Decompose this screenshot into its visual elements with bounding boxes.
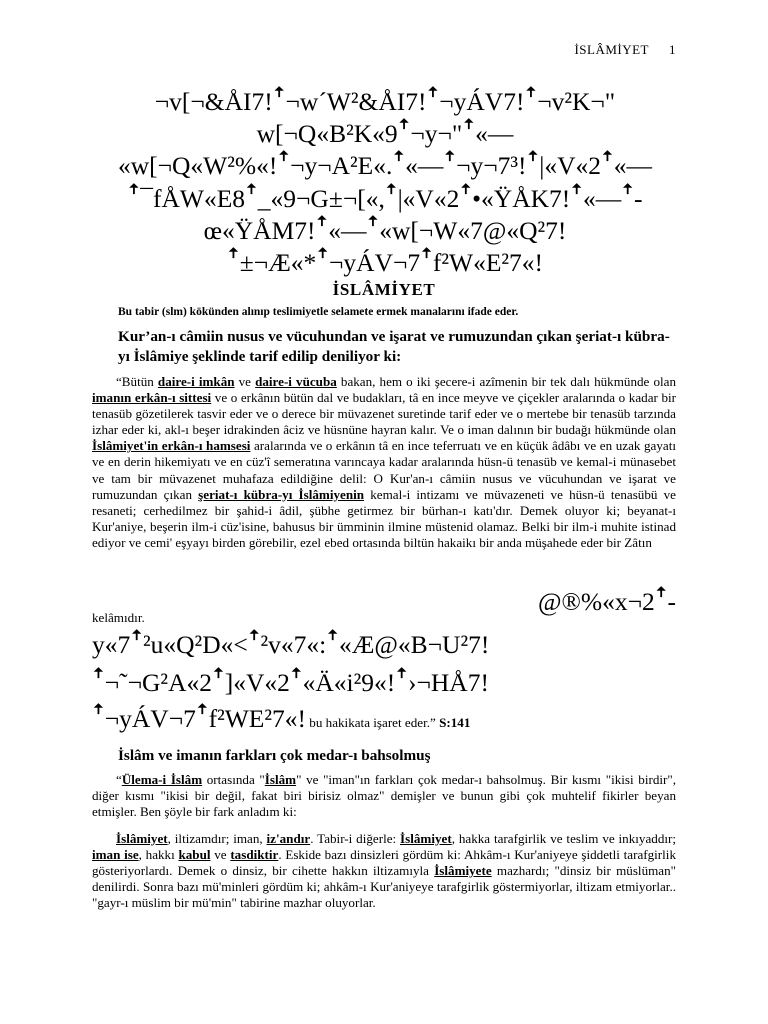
- text-run: “: [116, 772, 122, 787]
- encoded-line: ꜛ±¬Æ«*ꜛ¬yÁV¬7ꜛf²W«E²7«!: [226, 248, 544, 278]
- verse-line: [92, 587, 676, 626]
- text-run: ve: [210, 847, 231, 863]
- emphasis: tasdiktir: [230, 847, 279, 863]
- paragraph: [92, 831, 676, 911]
- encoded-line: ¬v[¬&ÅI7!ꜛ¬w´W²&ÅI7!ꜛ¬yÁV7!ꜛ¬v²K¬": [154, 87, 616, 116]
- text-run: , hakka tarafgirlik ve teslim ve inkıyaddır;: [451, 831, 677, 846]
- emphasis: iz'andır: [266, 831, 311, 846]
- text-run: , iltizamdır; iman,: [167, 831, 267, 846]
- emphasis: kabul: [178, 847, 211, 863]
- emphasis: İslâmiyet: [400, 831, 452, 846]
- emphasis: Ülema-i İslâm: [121, 772, 203, 787]
- source-reference: S:141: [439, 715, 471, 730]
- text-run: , hakkı: [138, 847, 179, 863]
- text-run: bu hakikata işaret eder.”: [306, 715, 440, 730]
- encoded-line: ꜛ¬˜¬G²A«2ꜛ]«V«2ꜛ«Ä«i²9«!ꜛ›¬HÅ7!: [92, 668, 489, 697]
- running-header: [574, 42, 676, 58]
- text-run: ve o erkânın bütün dal ve budakları, tâ en ince meyve ve çiçekler aralarında o kadar bir tenasüb gözetilerek tasvir eder ve o derece bir müvazenet suretinde tarif eder ve o mertebe bir tenasüb tarzında izhar eder ki, akl-ı beşer idrakinden âciz ve hüsnüne hayran kalır. Ve o iman dalının bir budağı hükmünde olan: [92, 390, 677, 438]
- text-run: “Bütün: [116, 374, 158, 389]
- section-heading: İslâm ve imanın farkları çok medar-ı bahsolmuş: [118, 747, 431, 764]
- emphasis: iman ise: [92, 847, 139, 863]
- text-run: ortasında ": [202, 772, 265, 787]
- page-number: 1: [669, 42, 676, 57]
- paragraph: [92, 772, 676, 820]
- encoded-inline: @®%«x¬2ꜛ-: [538, 587, 676, 616]
- text-run: . Eskide bazı dinsizleri gördüm ki: Ahkâm-ı Kur'aniyeye şiddetli tarafgirlik gösteriyorlardı. Demek o dinsiz, bir cihette hakkın iltizamıyla: [92, 847, 676, 879]
- emphasis: daire-i vücuba: [255, 374, 337, 389]
- encoded-line: «w[¬Q«W²%«!ꜛ¬y¬A²E«.ꜛ«—ꜛ¬y¬7³!ꜛ|«V«2ꜛ«—: [117, 151, 653, 181]
- page-title: İSLÂMİYET: [332, 280, 436, 299]
- text-run: " ve "iman"ın farkları çok medar-ı bahsolmuş. Bir kısmı "ikisi birdir", diğer kısmı "ikisi bir değil, fakat biri birisiz olmaz" demişler ve bunun gibi çok muhtelif fikirler beyan etmişler. Ben şöyle bir fark anladım ki:: [92, 772, 676, 820]
- text-run: mazhardı; "dinsiz bir müslüman" denilirdi. Sonra bazı mü'minleri gördüm ki; ahkâm-ı Kur'aniyeye tarafgirlik göstermiyorlar, iltizam etmiyorlar.. "gayr-ı müslim bir mü'min" tabirine mazhar oluyorlar.: [92, 863, 676, 911]
- emphasis: şeriat-ı kübra-yı İslâmiyenin: [198, 486, 365, 502]
- encoded-line: w[¬Q«B²K«9ꜛ¬y¬"ꜛ«—: [256, 119, 514, 149]
- text-run: . Tabir-i diğerle:: [310, 831, 401, 846]
- emphasis: daire-i imkân: [157, 374, 235, 389]
- text-run: kelâmıdır.: [92, 610, 145, 625]
- emphasis: imanın erkân-ı sittesi: [92, 390, 212, 406]
- section-heading: Kur’an-ı câmiin nusus ve vücuhundan ve işarat ve rumuzundan çıkan şeriat-ı kübra-yı İslâmiye şeklinde tarif edilip deniliyor ki:: [118, 328, 670, 365]
- running-title: İSLÂMİYET: [574, 42, 649, 57]
- emphasis: İslâm: [264, 772, 297, 787]
- paragraph: [92, 374, 676, 551]
- emphasis: İslâmiyete: [434, 863, 492, 879]
- encoded-line-with-tail: [92, 704, 470, 738]
- encoded-line: œ«ŸÅM7!ꜛ«—ꜛ«w[¬W«7@«Q²7!: [203, 215, 567, 245]
- page-subtitle: Bu tabir (slm) kökünden alınıp teslimiyetle selamete ermek manalarını ifade eder.: [118, 306, 519, 318]
- encoded-line: ꜛ¯fÅW«E8ꜛ_«9¬G±¬[«,ꜛ|«V«2ꜛ•«ŸÅK7!ꜛ«—ꜛ-: [127, 183, 643, 213]
- encoded-text: ꜛ¬yÁV¬7ꜛf²WE²7«!: [92, 704, 307, 733]
- text-run: kemal-i intizamı ve müvazeneti ve hüsn-ü tenasübü ve resaneti; cerhedilmez bir şahid-i âdil, şübhe getirmez bir bürhan-ı katı'dır. Demek oluyor ki; beyanat-ı Kur'aniye, beşerin ilm-i cüz'isine, bahusus bir ümminin ilmine müstenid olamaz. Belki bir ilm-i muhite istinad ediyor ve cemi' eşyayı birden görebilir, ezel ebed ortasında biltün hakaikı bir anda müşahede eder bir Zâtın: [92, 486, 676, 550]
- closing-text: [306, 715, 470, 730]
- text-run: ve: [234, 374, 256, 389]
- encoded-arabic-block: [100, 86, 670, 279]
- text-run: bakan, hem o iki şecere-i azîmenin bir tek dalı hükmünde olan: [336, 374, 676, 389]
- emphasis: İslâmiyet: [116, 831, 168, 846]
- text-run: aralarında ve o erkânın tâ en ince teferruatı ve en küçük âdâbı ve en uzak gayatı ve en derin hikemiyatı ve en cüz'î semeratına varıncaya kadar aralarında hüsn-ü tenasüb ve kemal-i münasebet ve tam bir müvazenet muhafaza edildiğine delil: O Kur'an-ı câmiin nusus ve vücuhundan ve işarat ve rumuzundan çıkan: [92, 438, 676, 502]
- encoded-line: y«7ꜛ²u«Q²D«<ꜛ²v«7«:ꜛ«Æ@«B¬U²7!: [92, 630, 490, 659]
- emphasis: İslâmiyet'in erkân-ı hamsesi: [92, 438, 251, 454]
